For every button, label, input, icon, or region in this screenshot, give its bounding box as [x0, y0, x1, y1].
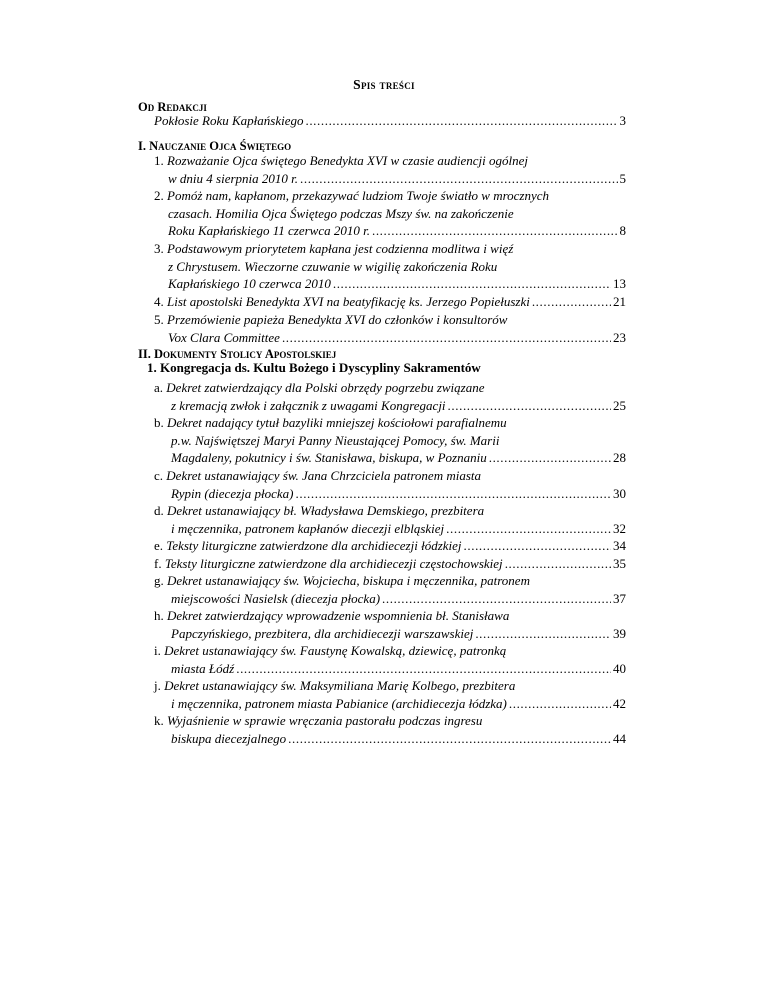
- toc-entry-number: d.: [154, 503, 164, 518]
- dot-leader: [288, 730, 611, 748]
- toc-entry-number: b.: [154, 415, 164, 430]
- toc-entry-title-cont: z Chrystusem. Wieczorne czuwanie w wigilię zakończenia Roku: [168, 258, 498, 274]
- toc-entry[interactable]: [154, 379, 626, 414]
- toc-entry-title: Dekret zatwierdzający wprowadzenie wspomnienia bł. Stanisława: [167, 608, 510, 623]
- toc-entry[interactable]: [154, 642, 626, 677]
- toc-entry-title-cont: Vox Clara Committee: [168, 329, 280, 345]
- toc-entry-title-cont: Magdaleny, pokutnicy i św. Stanisława, biskupa, w Poznaniu: [171, 450, 487, 465]
- toc-entry-title-cont: w dniu 4 sierpnia 2010 r.: [168, 170, 299, 186]
- toc-entry[interactable]: [154, 187, 626, 240]
- toc-page-number: 13: [613, 276, 626, 291]
- toc-page-number: 32: [613, 520, 626, 536]
- toc-entry-title: List apostolski Benedykta XVI na beatyfikację ks. Jerzego Popiełuszki: [167, 294, 530, 309]
- toc-entry-number: f.: [154, 556, 162, 571]
- toc-entry-title: Pokłosie Roku Kapłańskiego: [154, 113, 304, 128]
- toc-entry-number: i.: [154, 643, 161, 658]
- dot-leader: [448, 397, 611, 415]
- toc-entry[interactable]: [154, 240, 626, 293]
- toc-entry-title-cont: Papczyńskiego, prezbitera, dla archidiecezji warszawskiej: [171, 625, 474, 641]
- toc-entry-title: Dekret ustanawiający św. Wojciecha, biskupa i męczennika, patronem: [167, 573, 530, 588]
- dot-leader: [296, 485, 612, 503]
- dot-leader: [236, 660, 611, 678]
- dot-leader: [509, 695, 611, 713]
- toc-page-number: 44: [613, 730, 626, 746]
- toc-entry-title-cont: i męczennika, patronem miasta Pabianice (archidiecezja łódzka): [171, 695, 507, 711]
- toc-page-number: 39: [613, 625, 626, 641]
- toc-page-number: 28: [613, 450, 626, 465]
- toc-entry-title-cont: biskupa diecezjalnego: [171, 730, 287, 746]
- toc-entry-number: e.: [154, 538, 164, 553]
- toc-entry[interactable]: [154, 607, 626, 642]
- dot-leader: [475, 625, 611, 643]
- section-heading-teaching: I. Nauczanie Ojca Świętego: [138, 139, 292, 153]
- toc-entry[interactable]: [154, 293, 626, 311]
- toc-entry-title: Przemówienie papieża Benedykta XVI do członków i konsultorów: [167, 312, 508, 327]
- toc-entry[interactable]: [154, 311, 626, 346]
- toc-entry-title-cont: Roku Kapłańskiego 11 czerwca 2010 r.: [168, 223, 370, 238]
- toc-entry-number: g.: [154, 573, 164, 588]
- toc-entry[interactable]: [154, 537, 626, 555]
- toc-entry-title: Teksty liturgiczne zatwierdzone dla archidiecezji częstochowskiej: [164, 556, 503, 571]
- toc-entry-title-cont: czasach. Homilia Ojca Świętego podczas Mszy św. na zakończenie: [168, 205, 514, 221]
- toc-entry-number: 3.: [154, 241, 164, 256]
- toc-entry-number: 1.: [154, 153, 164, 168]
- toc-entry-number: k.: [154, 713, 164, 728]
- toc-entry[interactable]: [154, 712, 626, 747]
- dot-leader: [446, 520, 611, 538]
- toc-entry-title-cont: i męczennika, patronem kapłanów diecezji elbląskiej: [171, 520, 445, 536]
- toc-entry-number: 2.: [154, 188, 164, 203]
- toc-entry-title: Pomóż nam, kapłanom, przekazywać ludziom Twoje światło w mrocznych: [167, 188, 550, 203]
- toc-page-number: 25: [613, 397, 626, 413]
- toc-page-number: 23: [613, 329, 626, 345]
- dot-leader: [532, 293, 611, 311]
- page-title: Spis treści: [353, 77, 415, 92]
- toc-entry-title: Dekret ustanawiający św. Maksymiliana Marię Kolbego, prezbitera: [164, 678, 516, 693]
- toc-page-number: 30: [613, 485, 626, 501]
- toc-entry[interactable]: [154, 112, 626, 130]
- toc-page-number: 37: [613, 590, 626, 606]
- dot-leader: [489, 449, 611, 467]
- toc-entry-title: Teksty liturgiczne zatwierdzone dla archidiecezji łódzkiej: [166, 538, 462, 553]
- toc-page-number: 3: [619, 113, 626, 128]
- toc-entry-title: Dekret ustanawiający św. Jana Chrzciciela patronem miasta: [166, 468, 482, 483]
- toc-page-number: 35: [613, 556, 626, 571]
- toc-entry-title: Dekret ustanawiający bł. Władysława Demskiego, prezbitera: [167, 503, 485, 518]
- toc-entry-title: Dekret zatwierdzający dla Polski obrzędy pogrzebu związane: [166, 380, 485, 395]
- toc-entry[interactable]: [154, 152, 626, 187]
- section-heading-editorial: Od Redakcji: [138, 100, 207, 114]
- toc-entry-number: a.: [154, 380, 164, 395]
- toc-entry-title: Rozważanie Ojca świętego Benedykta XVI w czasie audiencji ogólnej: [167, 153, 529, 168]
- toc-entry-title-cont: z kremacją zwłok i załącznik z uwagami Kongregacji: [171, 397, 446, 413]
- dot-leader: [505, 555, 611, 573]
- toc-entry[interactable]: [154, 414, 626, 467]
- toc-entry-number: j.: [154, 678, 161, 693]
- toc-page-number: 8: [619, 223, 626, 238]
- toc-entry-title-cont: miasta Łódź: [171, 660, 235, 676]
- toc-entry[interactable]: [154, 555, 626, 573]
- toc-entry[interactable]: [154, 502, 626, 537]
- toc-entry-title-cont: Kapłańskiego 10 czerwca 2010: [168, 276, 331, 291]
- toc-entry-title-cont: miejscowości Nasielsk (diecezja płocka): [171, 590, 381, 606]
- dot-leader: [464, 537, 611, 555]
- dot-leader: [333, 275, 611, 293]
- dot-leader: [282, 329, 611, 347]
- dot-leader: [305, 112, 617, 130]
- toc-page-number: 42: [613, 695, 626, 711]
- toc-entry-number: c.: [154, 468, 164, 483]
- toc-entry-number: 5.: [154, 312, 164, 327]
- toc-entry[interactable]: [154, 572, 626, 607]
- toc-entry-title: Podstawowym priorytetem kapłana jest codzienna modlitwa i więź: [167, 241, 514, 256]
- toc-entry-title: Wyjaśnienie w sprawie wręczania pastorału podczas ingresu: [167, 713, 483, 728]
- dot-leader: [372, 222, 618, 240]
- toc-entry-title: Dekret nadający tytuł bazyliki mniejszej kościołowi parafialnemu: [167, 415, 507, 430]
- toc-entry-title-cont: Rypin (diecezja płocka): [171, 485, 294, 501]
- toc-entry-title-cont: p.w. Najświętszej Maryi Panny Nieustającej Pomocy, św. Marii: [171, 432, 500, 448]
- toc-page-number: 21: [613, 294, 626, 309]
- toc-entry[interactable]: [154, 467, 626, 502]
- toc-page-number: 5: [619, 170, 626, 186]
- subsection-heading: 1. Kongregacja ds. Kultu Bożego i Dyscypliny Sakramentów: [147, 360, 481, 375]
- toc-entry-title: Dekret ustanawiający św. Faustynę Kowalską, dziewicę, patronką: [164, 643, 507, 658]
- toc-entry-number: h.: [154, 608, 164, 623]
- toc-page-number: 34: [613, 538, 626, 553]
- dot-leader: [300, 170, 617, 188]
- dot-leader: [382, 590, 611, 608]
- toc-entry[interactable]: [154, 677, 626, 712]
- section-heading-documents: II. Dokumenty Stolicy Apostolskiej: [138, 347, 337, 361]
- toc-page-number: 40: [613, 660, 626, 676]
- toc-entry-number: 4.: [154, 294, 164, 309]
